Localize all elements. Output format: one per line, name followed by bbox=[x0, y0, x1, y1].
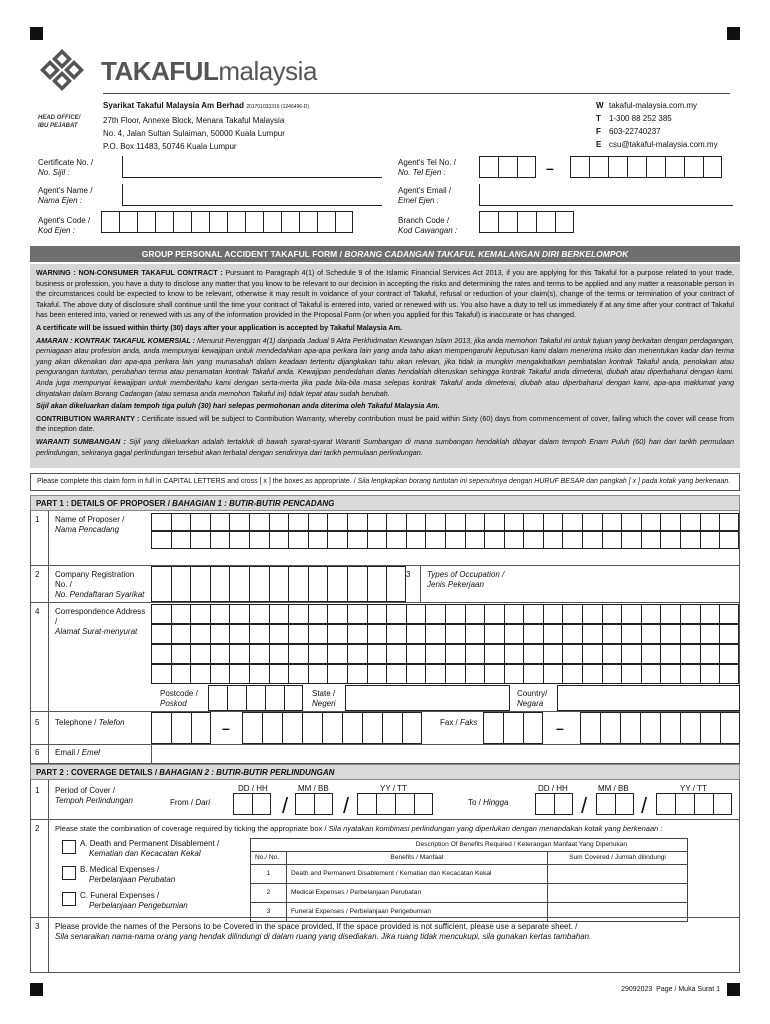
label-my: Emel Ejen : bbox=[398, 196, 439, 205]
country-label bbox=[517, 689, 547, 709]
label-en: To / bbox=[468, 798, 481, 807]
form-date: 29092023 bbox=[621, 986, 653, 993]
address-line: No. 4, Jalan Sultan Sulaiman, 50000 Kuala Lumpur bbox=[103, 129, 285, 138]
label-en: From / bbox=[170, 798, 194, 807]
sum-covered-field[interactable] bbox=[548, 865, 688, 884]
part1-title-my: BAHAGIAN 1 : BUTIR-BUTIR PENCADANG bbox=[172, 499, 335, 508]
label-en: C. Funeral Expenses / bbox=[80, 891, 160, 900]
warning-heading: WARANTI SUMBANGAN : bbox=[36, 436, 126, 446]
registration-mark bbox=[727, 27, 740, 40]
email-link[interactable]: csu@takaful-malaysia.com.my bbox=[609, 140, 718, 149]
warning-block bbox=[30, 264, 740, 468]
address-boxes[interactable] bbox=[151, 664, 739, 684]
from-yy-boxes[interactable] bbox=[357, 793, 433, 815]
label-en: Certificate No. / bbox=[38, 158, 94, 167]
label-en: Agent's Code / bbox=[38, 216, 91, 225]
part1-title-en: PART 1 : DETAILS OF PROPOSER / bbox=[36, 499, 173, 508]
occupation-label bbox=[427, 570, 504, 590]
from-yy-caption: YY / TT bbox=[380, 784, 407, 793]
warning-heading: CONTRIBUTION WARRANTY : bbox=[36, 413, 140, 423]
label-en: Name of Proposer / bbox=[55, 515, 125, 524]
row-divider bbox=[30, 602, 740, 603]
from-dd-caption: DD / HH bbox=[238, 784, 268, 793]
telephone-label bbox=[55, 718, 125, 728]
date-separator: / bbox=[343, 793, 350, 818]
label-en: Period of Cover / bbox=[55, 786, 116, 795]
contact-key: F bbox=[596, 127, 601, 136]
caption-text: Description Of Benefits Required / Keterangan Manfaat Yang Diperlukan bbox=[415, 841, 627, 848]
from-mm-boxes[interactable] bbox=[295, 793, 333, 815]
address-label bbox=[55, 607, 147, 637]
option-b-label bbox=[80, 865, 175, 885]
label-my: No. Tel Ejen : bbox=[398, 168, 446, 177]
page-number: Page / Muka Surat 1 bbox=[656, 986, 720, 993]
combination-instruction bbox=[55, 824, 740, 834]
registration-mark bbox=[727, 983, 740, 996]
label-en: Telephone / bbox=[55, 718, 97, 727]
label-my: No. Pendaftaran Syarikat bbox=[55, 590, 145, 599]
registration-mark bbox=[30, 27, 43, 40]
address-line: 27th Floor, Annexe Block, Menara Takaful Malaysia bbox=[103, 116, 285, 125]
label-en: Country/ bbox=[517, 689, 548, 698]
date-separator: / bbox=[641, 793, 648, 818]
label-en: Fax / bbox=[440, 718, 458, 727]
label-my: Poskod bbox=[160, 699, 187, 708]
column-divider bbox=[420, 566, 421, 602]
occupation-field[interactable] bbox=[520, 566, 740, 602]
warning-text: Sijil akan dikeluarkan dalam tempoh tiga puluh (30) hari selepas permohonan anda diterima oleh Takaful Malaysia Am. bbox=[36, 401, 440, 411]
label-en: Email / bbox=[55, 748, 80, 757]
country-field[interactable] bbox=[557, 685, 740, 711]
label-en: Company Registration No. / bbox=[55, 570, 135, 589]
page-footer bbox=[560, 986, 720, 995]
to-mm-caption: MM / BB bbox=[598, 784, 629, 793]
table-caption bbox=[251, 839, 688, 852]
address-line: P.O. Box 11483, 50746 Kuala Lumpur bbox=[103, 142, 237, 151]
item-number: 1 bbox=[35, 515, 40, 524]
item-number: 2 bbox=[35, 824, 40, 833]
agent-email-label bbox=[398, 186, 451, 206]
benefit-name: Death and Permanent Disablement / Kematian dan Kecacatan Kekal bbox=[287, 865, 548, 884]
office-address bbox=[103, 99, 309, 153]
telephone-area-boxes[interactable] bbox=[151, 712, 211, 744]
logo bbox=[35, 47, 365, 95]
dash: – bbox=[556, 720, 564, 736]
label-en: Postcode / bbox=[160, 689, 198, 698]
warning-text: Sijil yang dikeluarkan adalah tertakluk di bawah syarat-syarat Waranti Sumbangan di mana sumbangan hendaklah dibayar dalam tempoh Enam Puluh (60) hari dari tarikh permulaan perlindungan, sekiranya gagal perlindungan tersebut akan terbatal dengan sendirinya dari tarikh permulaan perlindungan. bbox=[36, 436, 734, 457]
to-mm-boxes[interactable] bbox=[596, 793, 634, 815]
company-name: Syarikat Takaful Malaysia Am Berhad bbox=[103, 101, 244, 110]
item-number: 1 bbox=[35, 786, 40, 795]
label-en: Please state the combination of coverage required by ticking the appropriate box / bbox=[55, 824, 329, 833]
telephone-number-boxes[interactable] bbox=[242, 712, 422, 744]
to-label bbox=[468, 798, 509, 808]
brand-bold: TAKAFUL bbox=[101, 56, 219, 86]
address-boxes[interactable] bbox=[151, 624, 739, 644]
to-dd-caption: DD / HH bbox=[538, 784, 568, 793]
label-my: Faks bbox=[460, 718, 478, 727]
label-en: Types of Occupation / bbox=[427, 570, 505, 579]
label-my: Nama Ejen : bbox=[38, 196, 83, 205]
reg-no: 201701033316 (1246496-D) bbox=[246, 104, 310, 110]
label-my: Emel bbox=[81, 748, 100, 757]
instruction-en: Please complete this claim form in full in CAPITAL LETTERS and cross [ x ] the boxes as appropriate. / bbox=[37, 478, 358, 485]
label-en: Agent's Name / bbox=[38, 186, 93, 195]
postcode-label bbox=[160, 689, 198, 709]
part1-heading bbox=[30, 495, 740, 511]
label-my: Perbelanjaan Pengebumian bbox=[89, 901, 188, 910]
persons-instruction bbox=[55, 922, 735, 942]
proposer-name-label bbox=[55, 515, 124, 535]
to-yy-caption: YY / TT bbox=[680, 784, 707, 793]
instruction bbox=[30, 473, 740, 491]
sum-covered-field[interactable] bbox=[548, 884, 688, 903]
branch-code-label bbox=[398, 216, 457, 236]
part2-heading bbox=[30, 764, 740, 780]
warning-heading: AMARAN : KONTRAK TAKAFUL KOMERSIAL : bbox=[36, 335, 196, 345]
label-my: Sila nyatakan kombinasi perlindungan yang diperlukan dengan menandakan kotak yang berkenaan : bbox=[328, 824, 663, 833]
part2-title-en: PART 2 : COVERAGE DETAILS / bbox=[36, 768, 160, 777]
row-divider bbox=[30, 917, 740, 918]
row-number: 1 bbox=[251, 865, 287, 884]
to-dd-boxes[interactable] bbox=[535, 793, 573, 815]
table-header-row bbox=[251, 852, 688, 865]
label-my: Tempoh Perlindungan bbox=[55, 796, 133, 805]
warning-text: Menurut Perenggan 4(1) daripada Jadual 9 Akta Perkhidmatan Kewangan Islam 2013, jika anda memohon Takaful ini untuk tujuan yang berkaitan dengan perdagangan, perniagaan atau profesion anda, anda mempunyai kewajipan untuk mendedahkan apa-apa perkara lain yang anda tahu akan mempengaruhi keputusan kami dalam menerima risiko dan menentukan kadar dan terma yang akan dikenakan dan apa-apa perkara lain yang munasabah dalam keadaan tertentu dijangkakan tahu akan relevan, jika tidak ia mungkin mengakibatkan pembatalan kontrak Takaful anda, penolakan atau pengurangan tuntutan, perubahan terma atau penamatan kontrak Takaful anda. Kewajipan pendedahan diatas hendaklah diteruskan sehingga kontrak Takaful anda dimeterai, diubah atau diperbaharui dengan kami. Anda juga mempunyai kewajipan untuk memberitahu kami dengan serta-merta jika pada bila-bila masa selepas kontrak Takaful anda dimeterai, diubah atau diperbaharui dengan kami, apa-apa maklumat yang dinyatakan dalam Borang Cadangan (atau semasa anda memohon Takaful ini) tidak tepat atau sudah berubah. bbox=[36, 335, 734, 398]
table-row bbox=[251, 903, 688, 922]
label-my: Alamat Surat-menyurat bbox=[55, 627, 138, 636]
from-label bbox=[170, 798, 210, 808]
agent-name-field[interactable] bbox=[122, 184, 382, 206]
email-field[interactable] bbox=[151, 745, 740, 764]
fax-number-boxes[interactable] bbox=[580, 712, 740, 744]
agent-name-label bbox=[38, 186, 92, 206]
benefits-table bbox=[250, 838, 688, 922]
label-my: Kod Ejen : bbox=[38, 226, 75, 235]
number-column-divider bbox=[48, 511, 49, 764]
label-my: Telefon bbox=[98, 718, 125, 727]
label-en: State / bbox=[312, 689, 336, 698]
contact-list bbox=[596, 99, 718, 151]
from-mm-caption: MM / BB bbox=[298, 784, 329, 793]
warning-text: Pursuant to Paragraph 4(1) of Schedule 9 of the Islamic Financial Services Act 2013, if you are applying for this Takaful for a purpose related to your trade, business or profession, you have a duty to disclose any matter that you know to be relevant to our decision in accepting the risks and determining the rates and terms to be applied and any matter a reasonable person in the circumstances could be expected to know to be relevant, otherwise it may result in voidance of your contract of Takaful, refusal or reduction of your claim(s), change of the terms or termination of your contract of Takaful. The above duty of disclosure shall continue until the time your contract of Takaful is entered into, varied or renewed with us. You also have a duty to tell us immediately if at any time after your contract of Takaful has been entered into, varied or renewed with us any of the information provided in the Proposal Form (or when you applied for this Takaful) is inaccurate or has changed. bbox=[36, 268, 734, 320]
column-header: Sum Covered / Jumlah dilindungi bbox=[548, 852, 688, 865]
label-my: Negeri bbox=[312, 699, 336, 708]
fax-area-boxes[interactable] bbox=[483, 712, 543, 744]
sum-covered-field[interactable] bbox=[548, 903, 688, 922]
brand-light: malaysia bbox=[218, 56, 317, 86]
period-label bbox=[55, 786, 133, 806]
label-my: Sila senaraikan nama-nama orang yang hendak dilindungi di dalam ruang yang disediakan. Jika ruang tidak mencukupi, sila gunakan kertas tambahan. bbox=[55, 932, 592, 941]
agent-tel-label bbox=[398, 158, 456, 178]
item-number: 3 bbox=[406, 570, 411, 579]
contact-key: E bbox=[596, 140, 602, 149]
table-caption-row bbox=[251, 839, 688, 852]
warning-heading: WARNING : NON-CONSUMER TAKAFUL CONTRACT : bbox=[36, 268, 223, 277]
phone-number: 1-300 88 252 385 bbox=[609, 114, 672, 123]
dash: – bbox=[546, 160, 554, 176]
option-b-checkbox[interactable] bbox=[62, 866, 76, 880]
label-my: No. Sijil : bbox=[38, 168, 70, 177]
warning-text: Certificate issued will be subject to Contribution Warranty, whereby contribution must be paid within Sixty (60) days from commencement of cover, failing which the cover will cease from the inception date. bbox=[36, 413, 734, 434]
branch-code-boxes[interactable] bbox=[479, 211, 574, 233]
from-dd-boxes[interactable] bbox=[233, 793, 271, 815]
label-my: Nama Pencadang bbox=[55, 525, 120, 534]
agent-tel-number-boxes[interactable] bbox=[570, 156, 722, 178]
company-reg-label bbox=[55, 570, 147, 600]
email-label bbox=[55, 748, 100, 758]
fax-number: 603-22740237 bbox=[609, 127, 661, 136]
label-my: Kematian dan Kecacatan Kekal bbox=[89, 849, 201, 858]
number-column-divider bbox=[48, 780, 49, 973]
item-number: 6 bbox=[35, 748, 40, 757]
company-reg-boxes[interactable] bbox=[151, 566, 406, 602]
instruction-my: Sila lengkapkan borang tuntutan ini sepenuhnya dengan HURUF BESAR dan pangkah [ x ] pada kotak yang berkenaan. bbox=[357, 478, 731, 485]
option-c-label bbox=[80, 891, 188, 911]
row-divider bbox=[30, 819, 740, 820]
to-yy-boxes[interactable] bbox=[656, 793, 732, 815]
label-my: Negara bbox=[517, 699, 544, 708]
option-a-checkbox[interactable] bbox=[62, 840, 76, 854]
certificate-field[interactable] bbox=[122, 156, 382, 178]
column-header: Benefits / Manfaat bbox=[287, 852, 548, 865]
proposer-name-boxes[interactable] bbox=[151, 531, 739, 549]
registration-mark bbox=[30, 983, 43, 996]
postcode-boxes[interactable] bbox=[208, 685, 303, 711]
form-title bbox=[30, 246, 740, 262]
option-a-label bbox=[80, 839, 219, 859]
header-rule bbox=[103, 93, 730, 94]
label-my: Jenis Pekerjaan bbox=[427, 580, 484, 589]
item-number: 5 bbox=[35, 718, 40, 727]
takaful-emblem-icon bbox=[35, 47, 89, 93]
item-number: 3 bbox=[35, 922, 40, 931]
row-number: 3 bbox=[251, 903, 287, 922]
benefit-name: Medical Expenses / Perbelanjaan Perubatan bbox=[287, 884, 548, 903]
row-number: 2 bbox=[251, 884, 287, 903]
item-number: 4 bbox=[35, 607, 40, 616]
agent-tel-area-boxes[interactable] bbox=[479, 156, 536, 178]
table-row bbox=[251, 884, 688, 903]
agent-code-label bbox=[38, 216, 90, 236]
label-en: Correspondence Address / bbox=[55, 607, 146, 626]
date-separator: / bbox=[282, 793, 289, 818]
address-boxes[interactable] bbox=[151, 644, 739, 664]
state-field[interactable] bbox=[345, 685, 510, 711]
form-title-en: GROUP PERSONAL ACCIDENT TAKAFUL FORM / bbox=[141, 248, 342, 259]
agent-code-boxes[interactable] bbox=[101, 211, 353, 233]
label-en: Agent's Email / bbox=[398, 186, 452, 195]
head-office-en: HEAD OFFICE/ bbox=[38, 115, 81, 121]
head-office-label bbox=[38, 114, 80, 130]
contact-key: W bbox=[596, 101, 604, 110]
label-en: A. Death and Permanent Disablement / bbox=[80, 839, 220, 848]
fax-label bbox=[440, 718, 477, 728]
part2-title-my: BAHAGIAN 2 : BUTIR-BUTIR PERLINDUNGAN bbox=[159, 768, 335, 777]
warning-text: A certificate will be issued within thirty (30) days after your application is accepted by Takaful Malaysia Am. bbox=[36, 322, 403, 332]
head-office-my: IBU PEJABAT bbox=[38, 123, 78, 129]
label-my: Hingga bbox=[483, 798, 509, 807]
label-en: Please provide the names of the Persons to be Covered in the space provided, If the space provided is not sufficient, please use a separate sheet. / bbox=[55, 922, 578, 931]
label-my: Dari bbox=[195, 798, 211, 807]
option-c-checkbox[interactable] bbox=[62, 892, 76, 906]
label-my: Perbelanjaan Perubatan bbox=[89, 875, 176, 884]
contact-key: T bbox=[596, 114, 601, 123]
state-label bbox=[312, 689, 336, 709]
label-en: B. Medical Expenses / bbox=[80, 865, 160, 874]
date-separator: / bbox=[581, 793, 588, 818]
proposer-name-boxes[interactable] bbox=[151, 513, 739, 531]
column-header: No./ No. bbox=[251, 852, 287, 865]
dash: – bbox=[222, 720, 230, 736]
table-row bbox=[251, 865, 688, 884]
agent-email-field[interactable] bbox=[479, 184, 733, 206]
form-title-my: BORANG CADANGAN TAKAFUL KEMALANGAN DIRI BERKELOMPOK bbox=[344, 248, 629, 259]
item-number: 2 bbox=[35, 570, 40, 579]
label-en: Branch Code / bbox=[398, 216, 450, 225]
benefit-name: Funeral Expenses / Perbelanjaan Pengebumian bbox=[287, 903, 548, 922]
certificate-label bbox=[38, 158, 93, 178]
website-link[interactable]: takaful-malaysia.com.my bbox=[609, 101, 698, 110]
address-boxes[interactable] bbox=[151, 604, 739, 624]
label-my: Kod Cawangan : bbox=[398, 226, 458, 235]
label-en: Agent's Tel No. / bbox=[398, 158, 456, 167]
